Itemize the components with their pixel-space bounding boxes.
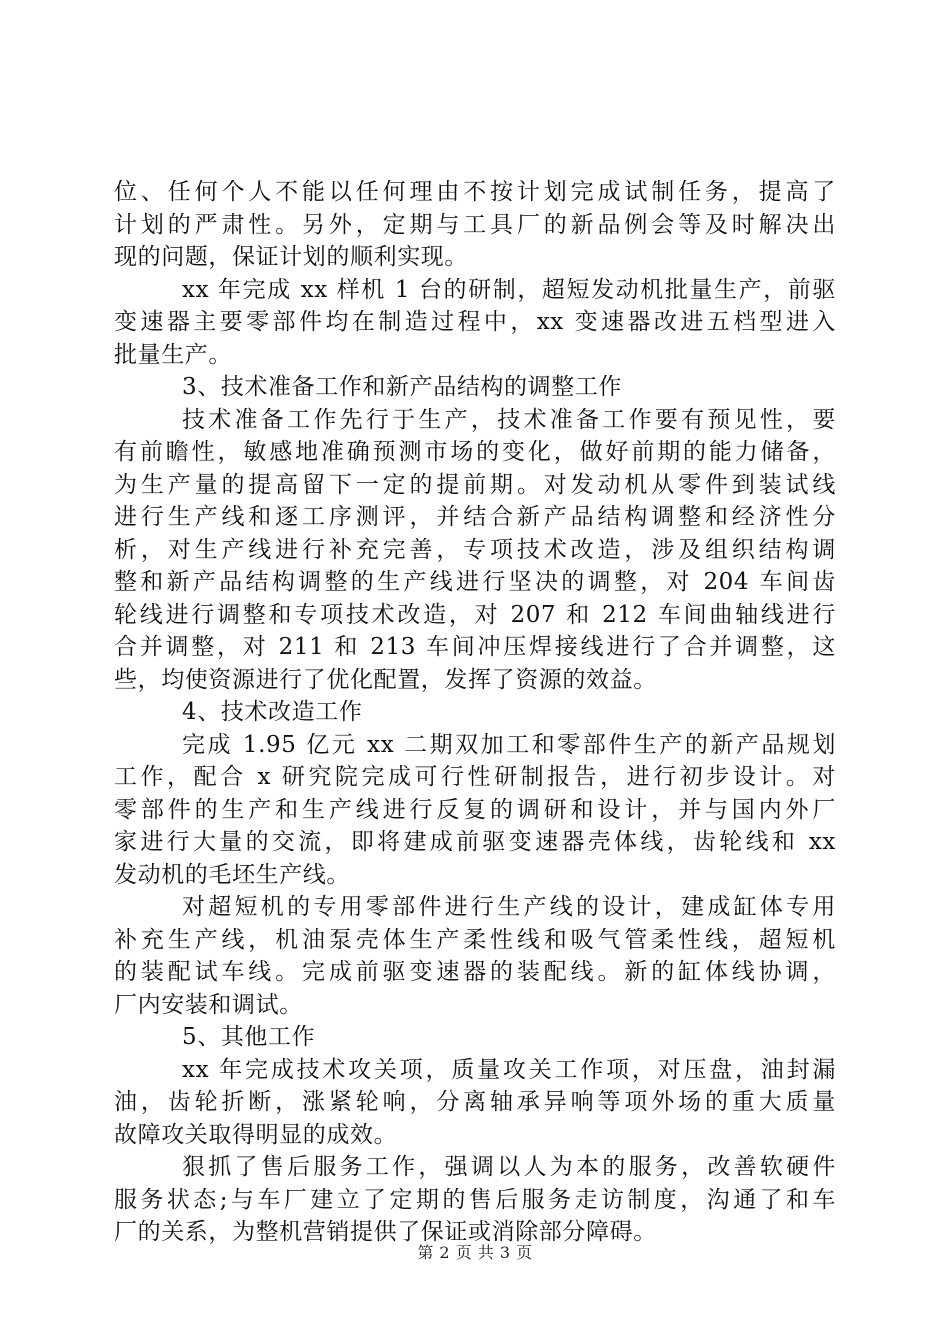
text-line: 进行生产线和逐工序测评，并结合新产品结构调整和经济性分 — [114, 504, 836, 530]
text-line: 合并调整，对 211 和 213 车间冲压焊接线进行了合并调整，这 — [114, 634, 836, 660]
text-line: 5、其他工作 — [182, 1024, 316, 1050]
text-line: 零部件的生产和生产线进行反复的调研和设计，并与国内外厂 — [114, 796, 836, 823]
text-line: 4、技术改造工作 — [182, 699, 363, 725]
text-line: 计划的严肃性。另外，定期与工具厂的新品例会等及时解决出 — [114, 211, 836, 238]
text-line: 3、技术准备工作和新产品结构的调整工作 — [182, 374, 623, 400]
text-line: 析，对生产线进行补充完善，专项技术改造，涉及组织结构调 — [114, 536, 836, 563]
text-line: 补充生产线，机油泵壳体生产柔性线和吸气管柔性线，超短机 — [114, 926, 836, 953]
text-line: 厂的关系，为整机营销提供了保证或消除部分障碍。 — [114, 1219, 657, 1245]
text-line: 些，均使资源进行了优化配置，发挥了资源的效益。 — [114, 666, 657, 693]
text-line: 现的问题，保证计划的顺利实现。 — [114, 244, 468, 270]
text-line: 轮线进行调整和专项技术改造，对 207 和 212 车间曲轴线进行 — [114, 601, 836, 628]
text-line: 为生产量的提高留下一定的提前期。对发动机从零件到装试线 — [114, 471, 836, 498]
text-line: 有前瞻性，敏感地准确预测市场的变化，做好前期的能力储备， — [114, 439, 836, 465]
text-line: 的装配试车线。完成前驱变速器的装配线。新的缸体线协调， — [114, 959, 836, 985]
text-line: 技术准备工作先行于生产，技术准备工作要有预见性，要 — [182, 406, 836, 433]
text-line: 批量生产。 — [114, 341, 232, 368]
text-line: 变速器主要零部件均在制造过程中，xx 变速器改进五档型进入 — [114, 309, 836, 335]
text-line: 油，齿轮折断，涨紧轮响，分离轴承异响等项外场的重大质量 — [114, 1089, 836, 1115]
text-line: 故障攻关取得明显的成效。 — [114, 1121, 398, 1148]
text-line: 服务状态;与车厂建立了定期的售后服务走访制度，沟通了和车 — [114, 1186, 836, 1213]
text-line: 整和新产品结构调整的生产线进行坚决的调整，对 204 车间齿 — [114, 569, 836, 595]
text-line: 对超短机的专用零部件进行生产线的设计，建成缸体专用 — [182, 894, 836, 920]
page-footer: 第 2 页 共 3 页 — [417, 1243, 533, 1262]
text-line: 完成 1.95 亿元 xx 二期双加工和零部件生产的新产品规划 — [182, 731, 836, 758]
text-line: 发动机的毛坯生产线。 — [114, 861, 350, 888]
text-line: 狠抓了售后服务工作，强调以人为本的服务，改善软硬件 — [182, 1154, 836, 1180]
text-line: xx 年完成技术攻关项，质量攻关工作项，对压盘，油封漏 — [182, 1056, 836, 1083]
document-body — [114, 176, 836, 1249]
text-line: 位、任何个人不能以任何理由不按计划完成试制任务，提高了 — [114, 179, 836, 205]
text-line: xx 年完成 xx 样机 1 台的研制，超短发动机批量生产，前驱 — [182, 276, 836, 303]
text-line: 家进行大量的交流，即将建成前驱变速器壳体线，齿轮线和 xx — [114, 829, 836, 855]
text-line: 厂内安装和调试。 — [114, 991, 303, 1018]
text-line: 工作，配合 x 研究院完成可行性研制报告，进行初步设计。对 — [114, 764, 836, 790]
